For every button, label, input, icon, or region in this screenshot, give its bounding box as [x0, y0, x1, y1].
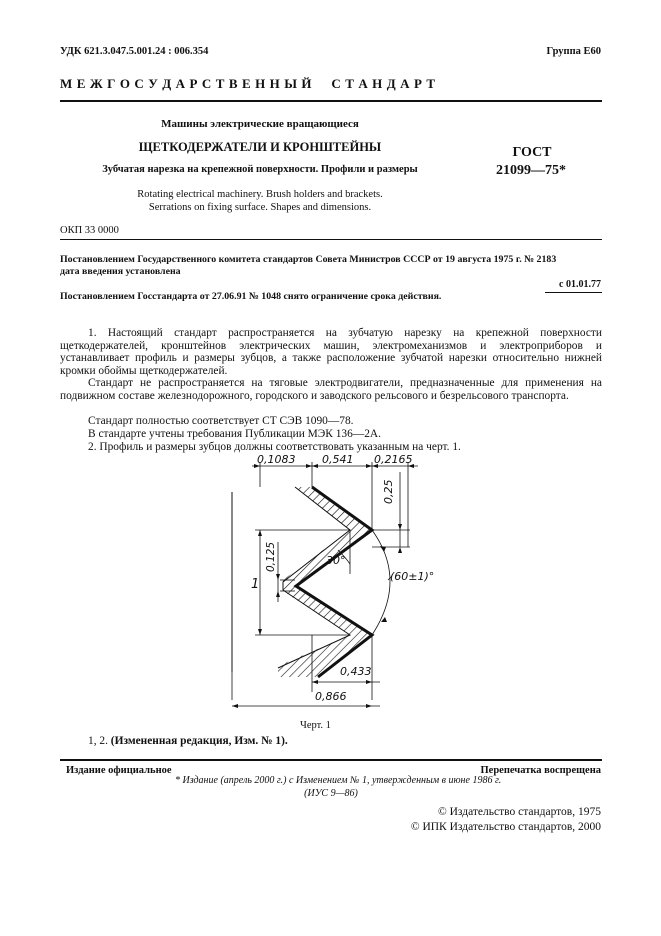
paragraph-4: В стандарте учтены требования Публикации МЭК 136—2А.: [88, 428, 381, 440]
official-edition: Издание официальное: [66, 765, 172, 776]
english-title-1: Rotating electrical machinery. Brush holders and brackets.: [137, 189, 383, 200]
date-underline: [545, 292, 602, 293]
decree-line3: Постановлением Госстандарта от 27.06.91 № 1048 снято ограничение срока действия.: [60, 291, 442, 302]
udk-code: УДК 621.3.047.5.001.24 : 006.354: [60, 46, 209, 57]
gost-label: ГОСТ: [512, 145, 552, 160]
edition-note: * Издание (апрель 2000 г.) с Изменением № 1, утвержденным в июне 1986 г.: [175, 775, 502, 786]
footer-rule: [60, 759, 602, 761]
title-line1: Машины электрические вращающиеся: [161, 118, 359, 130]
decree-line2: дата введения установлена: [60, 266, 181, 277]
paragraph-2: Стандарт не распространяется на тяговые электродвигатели, предназначенные для применения на подвижном составе железнодорожного, городского и заводского рельсового и безрельсового транспорта.: [60, 377, 602, 402]
decree-date: с 01.01.77: [559, 279, 601, 290]
amendment-note: [88, 735, 288, 747]
figure-caption: Черт. 1: [300, 720, 331, 731]
dim-0-2165: 0,2165: [374, 453, 413, 466]
paragraph-5: 2. Профиль и размеры зубцов должны соответствовать указанным на черт. 1.: [88, 441, 461, 453]
title-rule: [60, 239, 602, 240]
serration-section: [278, 487, 372, 677]
dim-0-433: 0,433: [340, 665, 372, 678]
standard-banner: М Е Ж Г О С У Д А Р С Т В Е Н Н Ы Й С Т А Н Д А Р Т: [60, 76, 436, 91]
reprint-prohibited: Перепечатка воспрещена: [480, 765, 601, 776]
amendment-numbers: 1, 2.: [88, 735, 108, 747]
decree-line1: Постановлением Государственного комитета стандартов Совета Министров СССР от 19 августа 1975 г. № 2183: [60, 254, 557, 265]
dim-0-125: 0,125: [265, 541, 277, 572]
gost-number: 21099—75*: [496, 163, 566, 178]
okp-code: ОКП 33 0000: [60, 225, 119, 236]
title-line2: ЩЕТКОДЕРЖАТЕЛИ И КРОНШТЕЙНЫ: [138, 140, 382, 154]
paragraph-3: Стандарт полностью соответствует СТ СЭВ 1090—78.: [88, 415, 354, 427]
copyright-1975: © Издательство стандартов, 1975: [437, 806, 601, 818]
english-title-2: Serrations on fixing surface. Shapes and dimensions.: [148, 202, 372, 213]
dim-0-541: 0,541: [322, 453, 354, 466]
dim-0-1083: 0,1083: [257, 453, 296, 466]
tooth-profile-drawing: [200, 452, 460, 714]
amendment-text: (Измененная редакция, Изм. № 1).: [110, 735, 288, 747]
angle-30: 30°: [326, 554, 346, 567]
angle-60-arc: [372, 530, 390, 635]
banner-rule: [60, 100, 602, 102]
dim-1: 1: [251, 577, 260, 592]
paragraph-1: 1. Настоящий стандарт распространяется на зубчатую нарезку на крепежной поверхности щеткодержателей, кронштейнов электрических машин, электромеханизмов и электроприборов и устанавливает профиль и размеры зубцов, а также расположение зубчатой нарезки относительно нижней кромки обоймы щеткодержателей.: [60, 327, 602, 377]
dim-0-866: 0,866: [315, 690, 347, 703]
group-code: Группа Е60: [546, 46, 601, 57]
angle-60: (60±1)°: [390, 570, 435, 583]
dim-0-25: 0,25: [382, 479, 395, 504]
ius-note: (ИУС 9—86): [304, 788, 358, 799]
title-line3: Зубчатая нарезка на крепежной поверхности. Профили и размеры: [102, 164, 418, 175]
copyright-2000: © ИПК Издательство стандартов, 2000: [410, 821, 601, 833]
